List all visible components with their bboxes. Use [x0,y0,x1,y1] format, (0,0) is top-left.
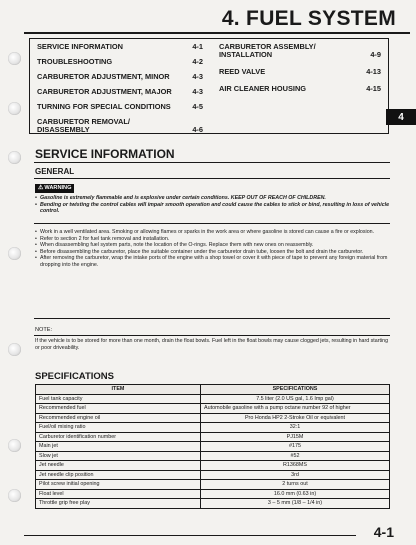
note-label: NOTE: [35,327,53,333]
spec-item: Slow jet [36,451,201,461]
note-label-rule [34,335,390,336]
specifications-title: SPECIFICATIONS [35,371,114,382]
binder-hole [8,247,21,260]
general-note: • Work in a well ventilated area. Smoking or allowing flames or sparks in the work area or where gasoline is stored can cause a fire or explosion. [35,229,390,236]
spec-item: Carburetor identification number [36,432,201,442]
table-header-row [36,385,390,395]
toc-item-page: 4-6 [192,125,203,134]
table-row [36,413,390,423]
spec-value: PJ15M [201,432,390,442]
spec-value: #175 [201,442,390,452]
page-number: 4-1 [373,524,394,540]
spec-item: Float level [36,489,201,499]
spec-value: 16.0 mm (0.63 in) [201,489,390,499]
toc-item[interactable] [37,43,203,51]
toc-item-label: TROUBLESHOOTING [37,57,113,66]
spec-item: Pilot screw initial opening [36,480,201,490]
table-row [36,480,390,490]
spec-item: Fuel tank capacity [36,394,201,404]
toc-item-page: 4-3 [192,87,203,96]
general-note: • When disassembling fuel system parts, note the location of the O-rings. Replace them with new ones on reassembly. [35,242,390,249]
toc-left-column [37,43,203,141]
section-rule [34,162,390,163]
warning-badge-label: WARNING [44,185,72,191]
footer-rule [24,535,356,536]
binder-hole [8,151,21,164]
spec-value: 7.5 liter (2.0 US gal, 1.6 Imp gal) [201,394,390,404]
section-title: SERVICE INFORMATION [35,147,175,161]
spec-item: Main jet [36,442,201,452]
table-row [36,470,390,480]
chapter-title: 4. FUEL SYSTEM [221,7,396,30]
spec-item: Jet needle [36,461,201,471]
general-notes-list [35,229,390,269]
specifications-table [35,384,390,509]
toc-item-page: 4-9 [370,50,381,59]
table-row [36,499,390,509]
toc-item[interactable] [37,58,203,66]
subsection-title: GENERAL [35,167,75,176]
toc-item[interactable] [37,118,203,134]
toc-item-label: CARBURETOR ADJUSTMENT, MINOR [37,72,170,81]
warning-item: • Gasoline is extremely flammable and is explosive under certain conditions. KEEP OUT OF REACH OF CHILDREN. [35,195,390,202]
toc-item[interactable] [219,43,381,59]
general-note: • After removing the carburetor, wrap the intake ports of the engine with a shop towel or cover it with piece of tape to prevent any foreign material from dropping into the engine. [35,255,390,268]
spec-value: 3 – 5 mm (1/8 – 1/4 in) [201,499,390,509]
table-row [36,451,390,461]
warning-icon: ⚠ [38,185,44,191]
table-row [36,442,390,452]
spec-value: Pro Honda HP2 2-Stroke Oil or equivalent [201,413,390,423]
spec-item: Recommended fuel [36,404,201,414]
spec-item: Throttle grip free play [36,499,201,509]
warning-list [35,195,390,215]
table-of-contents [29,38,389,134]
binder-hole [8,439,21,452]
warning-item: • Bending or twisting the control cables will impair smooth operation and could cause the cables to stick or bind, resulting in loss of vehicle control. [35,202,390,215]
toc-item-page: 4-2 [192,57,203,66]
toc-item-label: CARBURETOR ASSEMBLY/ INSTALLATION [219,42,316,59]
binder-hole [8,102,21,115]
table-row [36,423,390,433]
general-note: • Refer to section 2 for fuel tank removal and installation. [35,236,390,243]
general-note: • Before disassembling the carburetor, place the suitable container under the carburetor drain tube, loosen the bolt and drain the carburetor. [35,249,390,256]
toc-item-page: 4-15 [366,84,381,93]
spec-value: 3rd [201,470,390,480]
chapter-tab: 4 [386,109,416,125]
table-row [36,394,390,404]
spec-item: Jet needle clip position [36,470,201,480]
column-header-item: ITEM [36,385,201,395]
spec-value: 2 turns out [201,480,390,490]
warning-badge [35,184,74,193]
toc-item-page: 4-1 [192,42,203,51]
table-row [36,432,390,442]
spec-value: #52 [201,451,390,461]
warning-rule [34,223,390,224]
table-row [36,461,390,471]
toc-item-page: 4-3 [192,72,203,81]
header-rule [24,32,410,34]
toc-item-label: REED VALVE [219,67,266,76]
toc-item-label: CARBURETOR ADJUSTMENT, MAJOR [37,87,172,96]
binder-hole [8,52,21,65]
toc-item-label: SERVICE INFORMATION [37,42,123,51]
spec-value: Automobile gasoline with a pump octane number 92 of higher [201,404,390,414]
spec-value: R1368MS [201,461,390,471]
toc-item[interactable] [219,85,381,93]
toc-item-label: TURNING FOR SPECIAL CONDITIONS [37,102,171,111]
binder-hole [8,343,21,356]
spec-item: Recommended engine oil [36,413,201,423]
toc-item-page: 4-13 [366,67,381,76]
binder-hole [8,489,21,502]
spec-item: Fuel/oil mixing ratio [36,423,201,433]
table-row [36,489,390,499]
toc-item-label: AIR CLEANER HOUSING [219,84,307,93]
toc-item[interactable] [37,73,203,81]
spec-value: 32:1 [201,423,390,433]
toc-item[interactable] [37,88,203,96]
toc-item[interactable] [37,103,203,111]
subsection-rule [34,178,390,179]
toc-item[interactable] [219,68,381,76]
column-header-specifications: SPECIFICATIONS [201,385,390,395]
toc-right-column [219,43,381,100]
notes-rule [34,318,390,319]
table-row [36,404,390,414]
toc-item-label: CARBURETOR REMOVAL/ DISASSEMBLY [37,117,130,134]
toc-item-page: 4-5 [192,102,203,111]
note-text: If the vehicle is to be stored for more than one month, drain the float bowls. Fuel left in the float bowls may cause clogged jets, resulting in hard starting or poor driveability. [35,338,389,351]
